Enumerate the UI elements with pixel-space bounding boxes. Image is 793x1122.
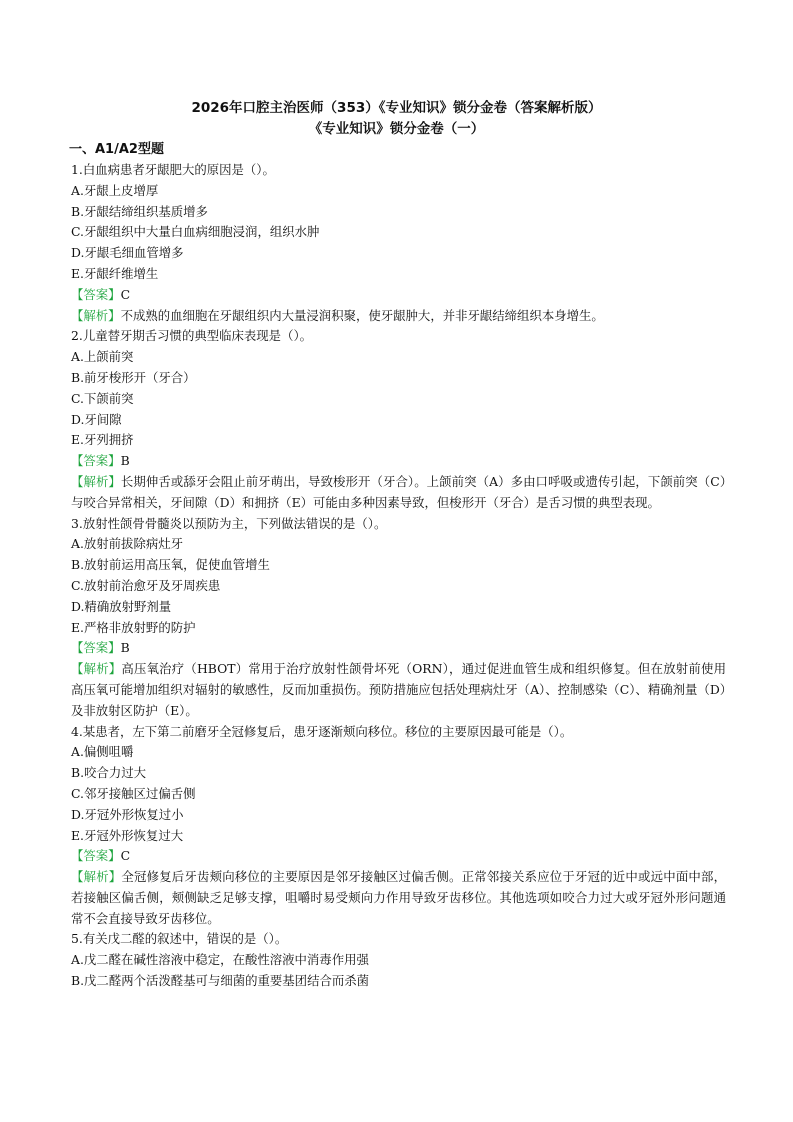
option-c: C.下颌前突	[71, 390, 134, 406]
option-b: B.咬合力过大	[71, 765, 146, 781]
answer-line	[71, 285, 726, 306]
answer-label: 【答案】	[71, 640, 121, 656]
answer-value: B	[120, 453, 130, 469]
analysis-text: 高压氧治疗（HBOT）常用于治疗放射性颌骨坏死（ORN），通过促进血管生成和组织修复。但在放射前使用高压氧可能增加组织对辐射的敏感性，反而加重损伤。预防措施应包括处理病灶牙（A）、控制感染（C）、精确剂量（D）及非放射区防护（E）。	[71, 661, 726, 718]
option-d: D.牙间隙	[71, 411, 122, 427]
analysis-label: 【解析】	[71, 869, 122, 885]
option-d: D.牙龈毛细血管增多	[71, 245, 184, 261]
section-heading: 一、A1/A2型题	[69, 142, 164, 157]
option-e: E.牙列拥挤	[71, 432, 134, 448]
answer-line	[71, 638, 726, 659]
analysis-label: 【解析】	[71, 307, 121, 323]
question-stem: 1.白血病患者牙龈肥大的原因是（）。	[71, 162, 275, 177]
question-stem: 2.儿童替牙期舌习惯的典型临床表现是（）。	[71, 328, 313, 344]
question-2	[71, 326, 726, 513]
analysis-paragraph	[71, 472, 726, 514]
option-a: A.牙龈上皮增厚	[71, 182, 159, 198]
question-list	[71, 160, 726, 992]
option-b: B.牙龈结缔组织基质增多	[71, 203, 208, 219]
analysis-label: 【解析】	[71, 661, 122, 677]
analysis-text: 长期伸舌或舔牙会阻止前牙萌出，导致梭形开（牙合）。上颌前突（A）多由口呼吸或遗传引起，下颌前突（C）与咬合异常相关，牙间隙（D）和拥挤（E）可能由多种因素导致，但梭形开（牙合）是舌习惯的典型表现。	[71, 473, 727, 510]
answer-label: 【答案】	[71, 286, 121, 302]
answer-line	[71, 846, 726, 867]
analysis-paragraph	[71, 659, 726, 721]
question-3	[71, 514, 726, 722]
option-c: C.邻牙接触区过偏舌侧	[71, 785, 196, 801]
question-stem: 5.有关戊二醛的叙述中，错误的是（）。	[71, 931, 288, 947]
option-d: D.牙冠外形恢复过小	[71, 806, 184, 822]
option-a: A.放射前拔除病灶牙	[71, 536, 184, 552]
question-4	[71, 722, 726, 930]
analysis-paragraph	[71, 306, 726, 327]
question-1	[71, 160, 726, 326]
question-5	[71, 929, 726, 991]
option-e: E.牙冠外形恢复过大	[71, 827, 184, 843]
question-stem: 3.放射性颌骨骨髓炎以预防为主，下列做法错误的是（）。	[71, 515, 387, 531]
document-title: 2026年口腔主治医师（353）《专业知识》锁分金卷（答案解析版）	[191, 100, 602, 116]
option-a: A.偏侧咀嚼	[71, 744, 134, 760]
option-b: B.前牙梭形开（牙合）	[71, 369, 196, 385]
analysis-paragraph	[71, 867, 726, 929]
option-c: C.牙龈组织中大量白血病细胞浸润，组织水肿	[71, 224, 320, 240]
option-a: A.上颌前突	[71, 349, 134, 365]
option-b: B.放射前运用高压氧，促使血管增生	[71, 557, 270, 573]
analysis-text: 不成熟的血细胞在牙龈组织内大量浸润积聚，使牙龈肿大，并非牙龈结缔组织本身增生。	[120, 307, 604, 323]
answer-value: C	[120, 848, 131, 864]
answer-label: 【答案】	[71, 453, 121, 469]
analysis-text: 全冠修复后牙齿颊向移位的主要原因是邻牙接触区过偏舌侧。正常邻接关系应位于牙冠的近中或远中面中部，若接触区偏舌侧，颊侧缺乏足够支撑，咀嚼时易受颊向力作用导致牙齿移位。其他选项如咬合力过大或牙冠外形问题通常不会直接导致牙齿移位。	[71, 869, 727, 926]
document-subtitle: 《专业知识》锁分金卷（一）	[308, 121, 485, 137]
option-d: D.精确放射野剂量	[71, 598, 172, 614]
option-b: B.戊二醛两个活泼醛基可与细菌的重要基团结合而杀菌	[71, 973, 370, 989]
option-e: E.严格非放射野的防护	[71, 619, 196, 635]
option-c: C.放射前治愈牙及牙周疾患	[71, 577, 221, 593]
analysis-label: 【解析】	[71, 473, 121, 489]
answer-value: C	[120, 286, 131, 302]
option-e: E.牙龈纤维增生	[71, 265, 159, 281]
answer-label: 【答案】	[71, 848, 121, 864]
option-a: A.戊二醛在碱性溶液中稳定，在酸性溶液中消毒作用强	[71, 952, 369, 968]
question-stem: 4.某患者，左下第二前磨牙全冠修复后，患牙逐渐颊向移位。移位的主要原因最可能是（）。	[71, 723, 573, 739]
answer-value: B	[120, 640, 130, 656]
answer-line	[71, 451, 726, 472]
